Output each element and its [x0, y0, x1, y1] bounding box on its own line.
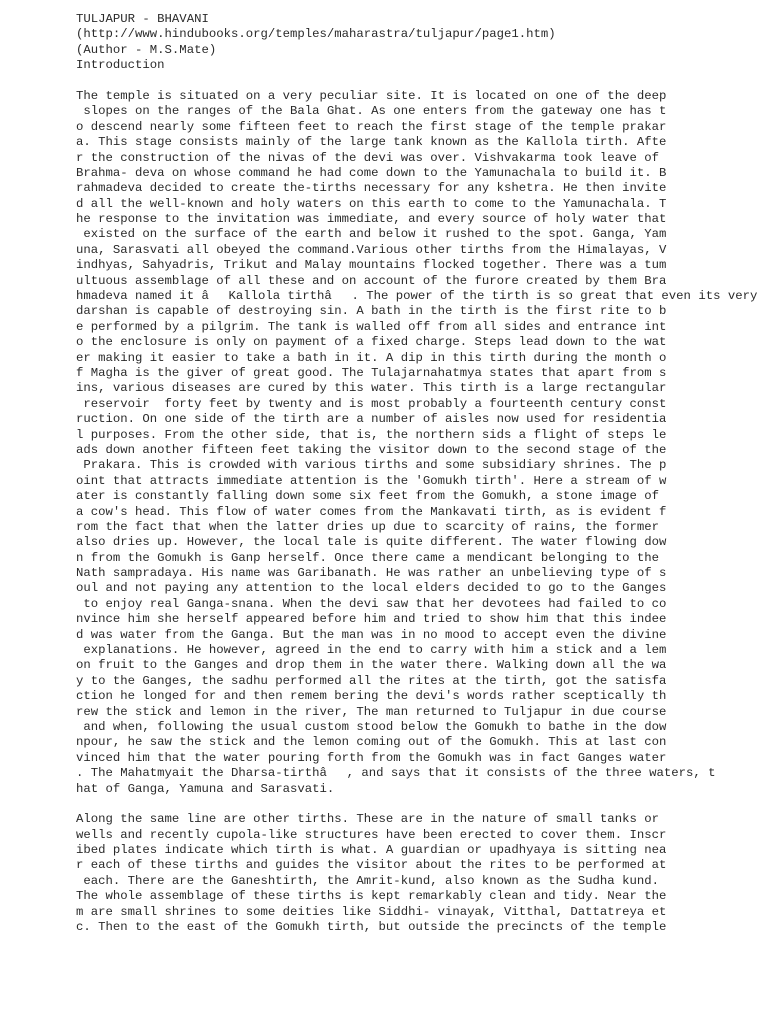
document-header: [76, 12, 756, 74]
blank-line: [76, 797, 756, 812]
text-line: existed on the surface of the earth and below it rushed to the spot. Ganga, Yam: [76, 227, 667, 242]
document-page: [76, 12, 756, 935]
text-line: d all the well-known and holy waters on this earth to come to the Yamunachala. T: [76, 196, 667, 211]
text-line: npour, he saw the stick and the lemon coming out of the Gomukh. This at last con: [76, 735, 667, 750]
text-line: rahmadeva decided to create the-tirths necessary for any kshetra. He then invite: [76, 181, 667, 196]
text-line: reservoir forty feet by twenty and is most probably a fourteenth century const: [76, 396, 667, 411]
paragraph: [76, 89, 756, 797]
text-line: m are small shrines to some deities like Siddhi- vinayak, Vitthal, Dattatreya et: [76, 904, 667, 919]
text-line: ads down another fifteen feet taking the visitor down to the second stage of the: [76, 442, 667, 457]
text-line: The whole assemblage of these tirths is kept remarkably clean and tidy. Near the: [76, 889, 667, 904]
text-line: ater is constantly falling down some six feet from the Gomukh, a stone image of: [76, 489, 659, 504]
text-line: ins, various diseases are cured by this water. This tirth is a large rectangular: [76, 381, 667, 396]
text-line: . The Mahatmyait the Dharsa-tirthâ, and says that it consists of the three waters, t: [76, 766, 716, 781]
text-line: hat of Ganga, Yamuna and Sarasvati.: [76, 781, 335, 796]
text-line: f Magha is the giver of great good. The Tulajarnahatmya states that apart from s: [76, 365, 667, 380]
text-line: to enjoy real Ganga-snana. When the devi saw that her devotees had failed to co: [76, 596, 667, 611]
author-line: (Author - M.S.Mate): [76, 42, 217, 57]
text-line: oint that attracts immediate attention is the 'Gomukh tirth'. Here a stream of w: [76, 473, 667, 488]
blank-line: [76, 74, 756, 89]
text-line: nvince him she herself appeared before him and tried to show him that this indee: [76, 612, 667, 627]
text-line: a cow's head. This flow of water comes from the Mankavati tirth, as is evident f: [76, 504, 667, 519]
source-url: (http://www.hindubooks.org/temples/maharastra/tuljapur/page1.htm): [76, 27, 556, 42]
text-line: l purposes. From the other side, that is, the northern sids a flight of steps le: [76, 427, 667, 442]
text-line: r the construction of the nivas of the devi was over. Vishvakarma took leave of: [76, 150, 659, 165]
text-line: oul and not paying any attention to the local elders decided to go to the Ganges: [76, 581, 667, 596]
text-line: ction he longed for and then remem bering the devi's words rather sceptically th: [76, 689, 667, 704]
text-line: e performed by a pilgrim. The tank is walled off from all sides and entrance int: [76, 319, 667, 334]
text-line: ibed plates indicate which tirth is what. A guardian or upadhyaya is sitting nea: [76, 843, 667, 858]
text-line: a. This stage consists mainly of the large tank known as the Kallola tirth. Afte: [76, 135, 667, 150]
text-line: indhyas, Sahyadris, Trikut and Malay mountains flocked together. There was a tum: [76, 258, 667, 273]
text-line: each. There are the Ganeshtirth, the Amrit-kund, also known as the Sudha kund.: [76, 873, 659, 888]
text-line: er making it easier to take a bath in it. A dip in this tirth during the month o: [76, 350, 667, 365]
body-text: [76, 89, 756, 935]
text-line: ultuous assemblage of all these and on account of the furore created by them Bra: [76, 273, 667, 288]
text-line: rew the stick and lemon in the river, The man returned to Tuljapur in due course: [76, 704, 667, 719]
text-line: c. Then to the east of the Gomukh tirth, but outside the precincts of the temple: [76, 920, 667, 935]
text-line: he response to the invitation was immediate, and every source of holy water that: [76, 212, 667, 227]
paragraph: [76, 812, 756, 935]
text-line: Prakara. This is crowded with various tirths and some subsidiary shrines. The p: [76, 458, 667, 473]
text-line: r each of these tirths and guides the visitor about the rites to be performed at: [76, 858, 667, 873]
text-line: hmadeva named it âKallola tirthâ. The power of the tirth is so great that even its very: [76, 289, 758, 304]
document-title: TULJAPUR - BHAVANI: [76, 12, 209, 26]
text-line: wells and recently cupola-like structures have been erected to cover them. Inscr: [76, 827, 667, 842]
text-line: slopes on the ranges of the Bala Ghat. As one enters from the gateway one has t: [76, 104, 667, 119]
text-line: o descend nearly some fifteen feet to reach the first stage of the temple prakar: [76, 119, 667, 134]
text-line: on fruit to the Ganges and drop them in the water there. Walking down all the wa: [76, 658, 667, 673]
text-line: explanations. He however, agreed in the end to carry with him a stick and a lem: [76, 643, 667, 658]
text-line: rom the fact that when the latter dries up due to scarcity of rains, the former: [76, 519, 659, 534]
text-line: n from the Gomukh is Ganp herself. Once there came a mendicant belonging to the: [76, 550, 659, 565]
text-line: una, Sarasvati all obeyed the command.Various other tirths from the Himalayas, V: [76, 242, 667, 257]
text-line: Nath sampradaya. His name was Garibanath. He was rather an unbelieving type of s: [76, 566, 667, 581]
text-line: ruction. On one side of the tirth are a number of aisles now used for residentia: [76, 412, 667, 427]
text-line: also dries up. However, the local tale is quite different. The water flowing dow: [76, 535, 667, 550]
text-line: d was water from the Ganga. But the man was in no mood to accept even the divine: [76, 627, 667, 642]
text-line: o the enclosure is only on payment of a fixed charge. Steps lead down to the wat: [76, 335, 667, 350]
text-line: The temple is situated on a very peculiar site. It is located on one of the deep: [76, 88, 667, 103]
text-line: vinced him that the water pouring forth from the Gomukh was in fact Ganges water: [76, 750, 667, 765]
text-line: and when, following the usual custom stood below the Gomukh to bathe in the dow: [76, 719, 667, 734]
text-line: y to the Ganges, the sadhu performed all the rites at the tirth, got the satisfa: [76, 673, 667, 688]
text-line: Along the same line are other tirths. These are in the nature of small tanks or: [76, 812, 659, 827]
text-line: darshan is capable of destroying sin. A bath in the tirth is the first rite to b: [76, 304, 667, 319]
text-line: Brahma- deva on whose command he had come down to the Yamunachala to build it. B: [76, 165, 667, 180]
section-heading: Introduction: [76, 58, 165, 73]
